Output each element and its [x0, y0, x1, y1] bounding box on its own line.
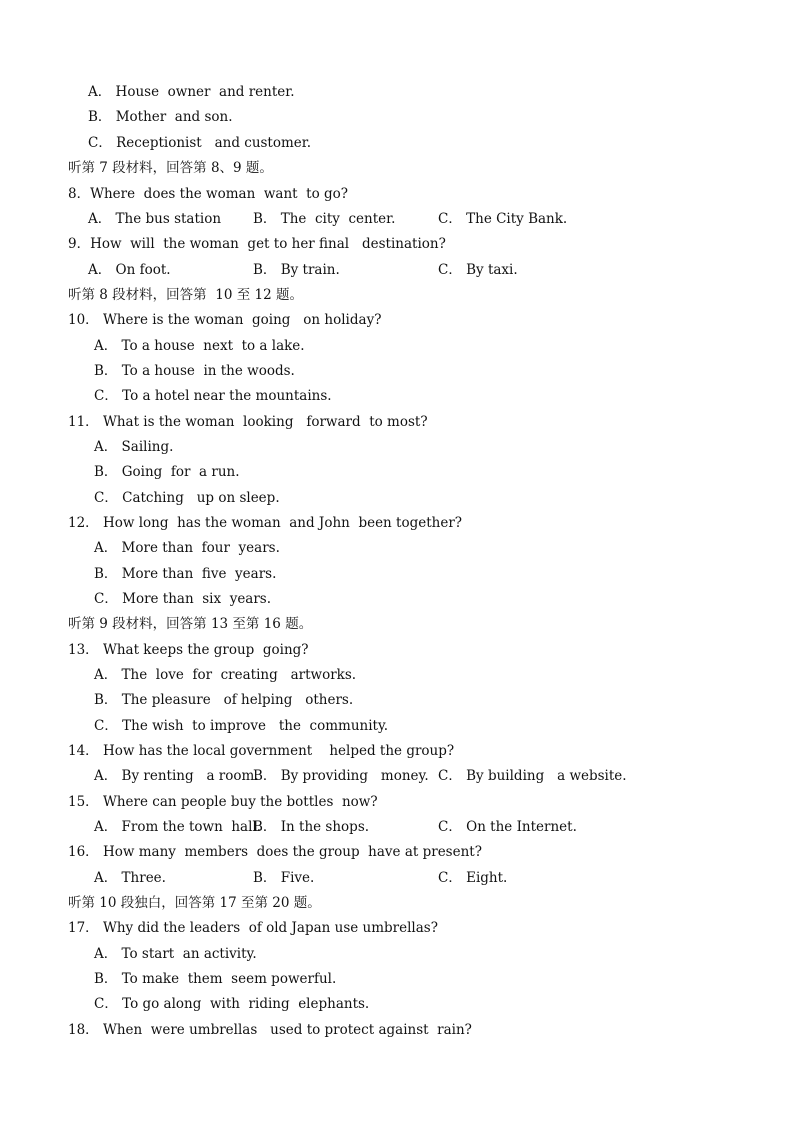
option-line: A． By renting a room.: [94, 768, 259, 784]
option-line: A． The love for creating artworks.: [94, 667, 357, 683]
option-line: B． To make them seem powerful.: [94, 971, 337, 987]
question-line: 8．Where does the woman want to go?: [68, 186, 349, 202]
option-line: A． House owner and renter.: [88, 84, 295, 100]
option-line: A． On foot.: [88, 262, 171, 278]
option-line: C． To go along with riding elephants.: [94, 996, 370, 1012]
option-line: A． To start an activity.: [94, 946, 257, 962]
option-line: C． Eight.: [438, 870, 508, 886]
option-line: A． Three.: [94, 870, 166, 886]
question-line: 15． Where can people buy the bottles now?: [68, 794, 378, 810]
option-line: A． The bus station: [88, 211, 222, 227]
option-line: C． Receptionist and customer.: [88, 135, 312, 151]
option-line: A． To a house next to a lake.: [94, 338, 305, 354]
question-line: 10． Where is the woman going on holiday?: [68, 312, 382, 328]
option-line: B． To a house in the woods.: [94, 363, 295, 379]
option-line: B． The pleasure of helping others.: [94, 692, 354, 708]
question-line: 9．How will the woman get to her final destination?: [68, 236, 446, 252]
section-heading: 听第 8 段材料，回答第 10 至 12 题。: [68, 287, 303, 303]
option-line: B． Going for a run.: [94, 464, 240, 480]
question-line: 11． What is the woman looking forward to most?: [68, 414, 428, 430]
section-heading: 听第 9 段材料，回答第 13 至第 16 题。: [68, 616, 313, 632]
option-line: C． On the Internet.: [438, 819, 577, 835]
section-heading: 听第 10 段独白，回答第 17 至第 20 题。: [68, 895, 321, 911]
option-line: B． The city center.: [253, 211, 396, 227]
question-line: 13． What keeps the group going?: [68, 642, 309, 658]
option-line: B． More than five years.: [94, 566, 277, 582]
option-line: C． Catching up on sleep.: [94, 490, 280, 506]
option-line: B． Five.: [253, 870, 315, 886]
option-line: C． The City Bank.: [438, 211, 568, 227]
question-line: 18． When were umbrellas used to protect against rain?: [68, 1022, 472, 1038]
option-line: C． By taxi.: [438, 262, 518, 278]
option-line: C． By building a website.: [438, 768, 627, 784]
section-heading: 听第 7 段材料，回答第 8、9 题。: [68, 160, 273, 176]
option-line: B． Mother and son.: [88, 109, 233, 125]
question-line: 16． How many members does the group have at present?: [68, 844, 482, 860]
question-line: 14． How has the local government helped the group?: [68, 743, 455, 759]
option-line: C． To a hotel near the mountains.: [94, 388, 332, 404]
option-line: A． From the town hall.: [94, 819, 262, 835]
option-line: A． More than four years.: [94, 540, 280, 556]
option-line: A． Sailing.: [94, 439, 174, 455]
option-line: C． The wish to improve the community.: [94, 718, 389, 734]
question-line: 12． How long has the woman and John been together?: [68, 515, 463, 531]
option-line: B． In the shops.: [253, 819, 370, 835]
option-line: B． By providing money.: [253, 768, 429, 784]
option-line: C． More than six years.: [94, 591, 272, 607]
option-line: B． By train.: [253, 262, 340, 278]
question-line: 17． Why did the leaders of old Japan use umbrellas?: [68, 920, 438, 936]
